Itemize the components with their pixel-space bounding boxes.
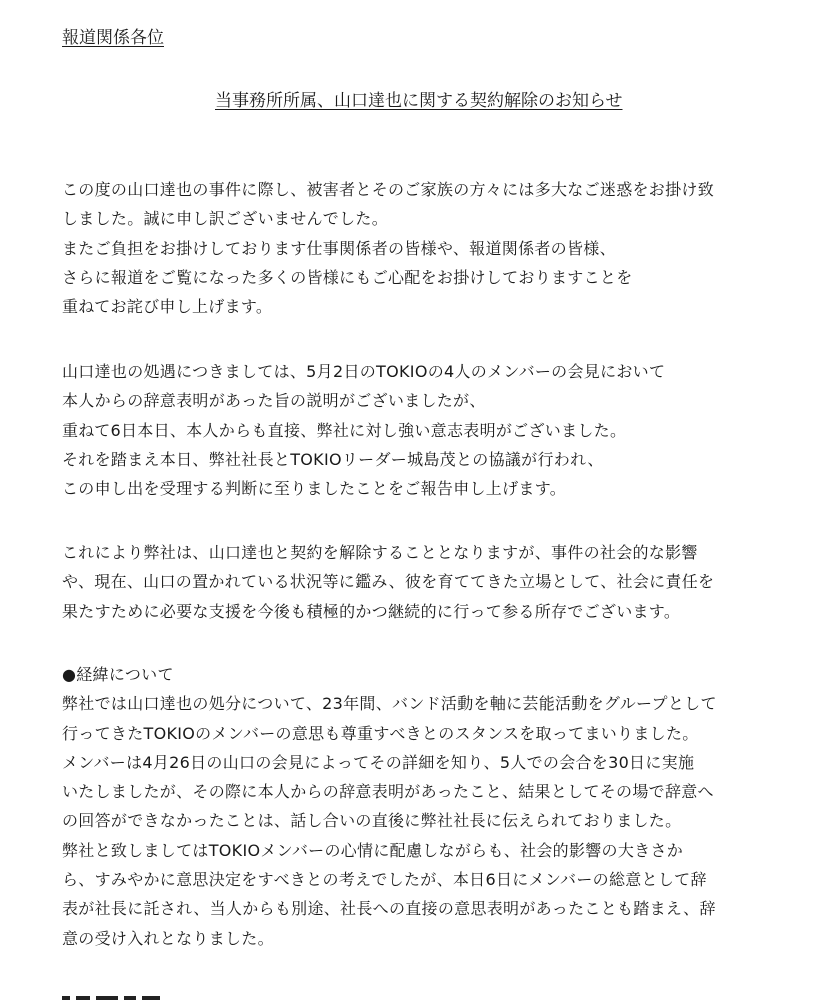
paragraph-line: またご負担をお掛けしております仕事関係者の皆様や、報道関係者の皆様、 [62, 238, 616, 258]
paragraph-line: ら、すみやかに意思決定をすべきとの考えでしたが、本日6日にメンバーの総意として辞 [62, 870, 707, 890]
addressee: 報道関係各位 [62, 28, 164, 48]
paragraph-apology [62, 175, 714, 321]
paragraph-decision [62, 357, 665, 503]
paragraph-line: 弊社では山口達也の処分について、23年間、バンド活動を軸に芸能活動をグループとして [62, 694, 717, 714]
paragraph-line: それを踏まえ本日、弊社社長とTOKIOリーダー城島茂との協議が行われ、 [62, 449, 604, 469]
paragraph-line: 重ねて6日本日、本人からも直接、弊社に対し強い意志表明がございました。 [62, 420, 627, 440]
paragraph-line: 果たすために必要な支援を今後も積極的かつ継続的に行って参る所存でございます。 [62, 601, 681, 621]
document-title: 当事務所所属、山口達也に関する契約解除のお知らせ [215, 91, 623, 111]
paragraph-line: しました。誠に申し訳ございませんでした。 [62, 209, 389, 229]
paragraph-background [62, 660, 717, 953]
paragraph-line: この申し出を受理する判断に至りましたことをご報告申し上げます。 [62, 479, 567, 499]
paragraph-line: さらに報道をご覧になった多くの皆様にもご心配をお掛けしておりますことを [62, 267, 633, 287]
cut-off-next-line [62, 990, 182, 1000]
paragraph-line: 意の受け入れとなりました。 [62, 928, 274, 948]
paragraph-line: 山口達也の処遇につきましては、5月2日のTOKIOの4人のメンバーの会見において [62, 362, 666, 381]
paragraph-line: 重ねてお詫び申し上げます。 [62, 297, 273, 317]
paragraph-line: いたしましたが、その際に本人からの辞意表明があったこと、結果としてその場で辞意へ [62, 782, 714, 802]
paragraph-line: の回答ができなかったことは、話し合いの直後に弊社社長に伝えられておりました。 [62, 811, 682, 831]
paragraph-line: これにより弊社は、山口達也と契約を解除することとなりますが、事件の社会的な影響 [62, 543, 698, 562]
paragraph-line: この度の山口達也の事件に際し、被害者とそのご家族の方々には多大なご迷惑をお掛け致 [62, 180, 715, 199]
paragraph-line: や、現在、山口の置かれている状況等に鑑み、彼を育ててきた立場として、社会に責任を [62, 572, 715, 592]
paragraph-line: 表が社長に託され、当人からも別途、社長への直接の意思表明があったことも踏まえ、辞 [62, 899, 716, 919]
paragraph-line: メンバーは4月26日の山口の会見によってその詳細を知り、5人での会合を30日に実施 [62, 752, 695, 772]
paragraph-line: 弊社と致しましてはTOKIOメンバーの心情に配慮しながらも、社会的影響の大きさか [62, 840, 684, 860]
paragraph-line: 行ってきたTOKIOのメンバーの意思も尊重すべきとのスタンスを取ってまいりました。 [62, 723, 699, 743]
section-heading: ●経緯について [62, 665, 174, 684]
paragraph-line: 本人からの辞意表明があった旨の説明がございましたが、 [62, 391, 486, 411]
paragraph-support [62, 538, 714, 626]
